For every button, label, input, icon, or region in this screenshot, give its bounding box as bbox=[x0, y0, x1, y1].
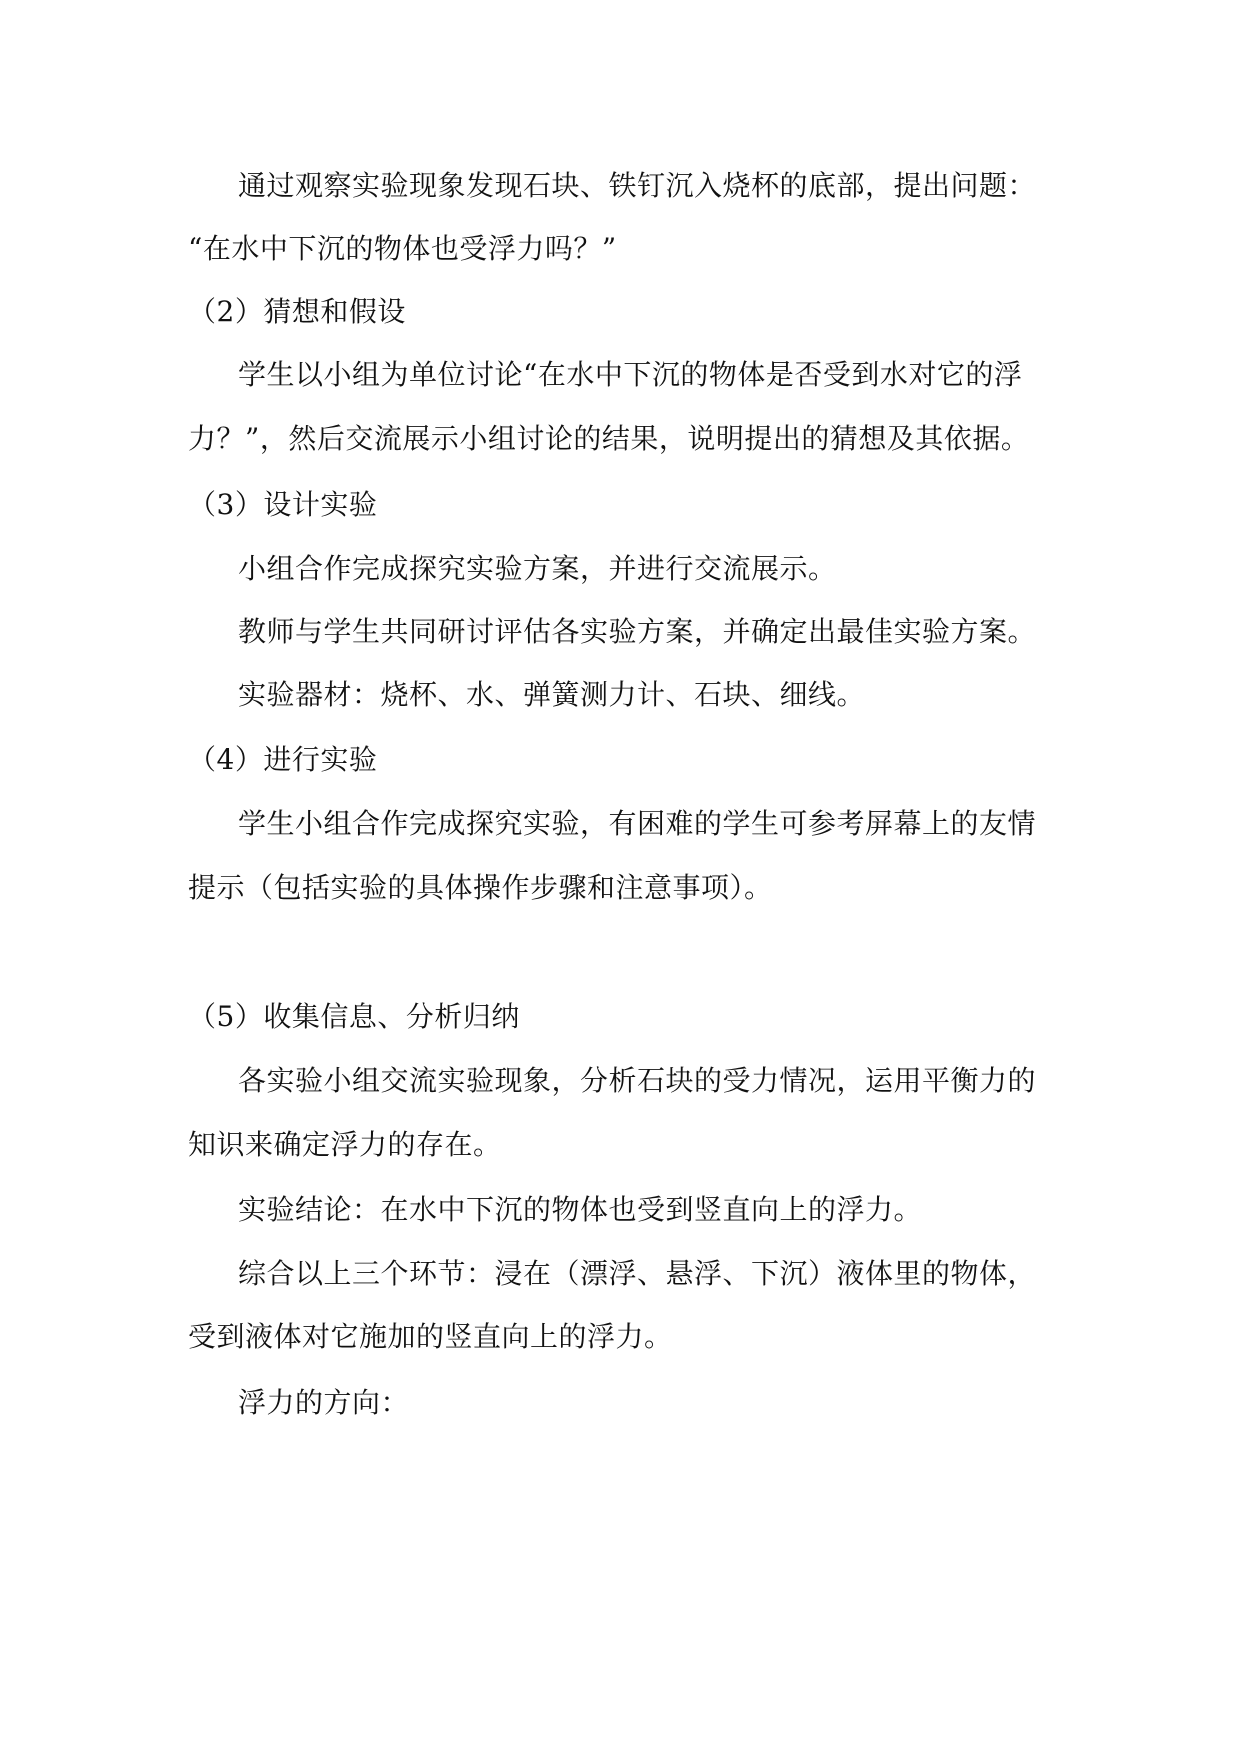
heading-hypothesis: （2）猜想和假设 bbox=[188, 295, 406, 328]
paragraph-buoyancy-direction: 浮力的方向： bbox=[238, 1386, 410, 1419]
paragraph-evaluate-plan: 教师与学生共同研讨评估各实验方案，并确定出最佳实验方案。 bbox=[238, 615, 1037, 648]
paragraph-summary-line-2: 受到液体对它施加的竖直向上的浮力。 bbox=[188, 1320, 673, 1353]
paragraph-discussion-line-2: 力？”，然后交流展示小组讨论的结果，说明提出的猜想及其依据。 bbox=[188, 422, 1030, 455]
heading-collect-analyze: （5）收集信息、分析归纳 bbox=[188, 1000, 520, 1033]
paragraph-analysis-line-1: 各实验小组交流实验现象，分析石块的受力情况，运用平衡力的 bbox=[238, 1064, 1037, 1097]
paragraph-conduct-line-2: 提示（包括实验的具体操作步骤和注意事项）。 bbox=[188, 871, 773, 904]
paragraph-conduct-line-1: 学生小组合作完成探究实验，有困难的学生可参考屏幕上的友情 bbox=[238, 807, 1037, 840]
heading-design-experiment: （3）设计实验 bbox=[188, 488, 378, 521]
paragraph-conclusion: 实验结论：在水中下沉的物体也受到竖直向上的浮力。 bbox=[238, 1193, 923, 1226]
paragraph-observation-line-1: 通过观察实验现象发现石块、铁钉沉入烧杯的底部，提出问题： bbox=[238, 169, 1037, 202]
paragraph-summary-line-1: 综合以上三个环节：浸在（漂浮、悬浮、下沉）液体里的物体， bbox=[238, 1257, 1037, 1290]
paragraph-discussion-line-1: 学生以小组为单位讨论“在水中下沉的物体是否受到水对它的浮 bbox=[238, 358, 1023, 391]
paragraph-observation-line-2: “在水中下沉的物体也受浮力吗？” bbox=[188, 232, 617, 265]
paragraph-analysis-line-2: 知识来确定浮力的存在。 bbox=[188, 1128, 502, 1161]
paragraph-group-plan: 小组合作完成探究实验方案，并进行交流展示。 bbox=[238, 552, 837, 585]
paragraph-equipment: 实验器材：烧杯、水、弹簧测力计、石块、细线。 bbox=[238, 678, 866, 711]
heading-conduct-experiment: （4）进行实验 bbox=[188, 743, 378, 776]
